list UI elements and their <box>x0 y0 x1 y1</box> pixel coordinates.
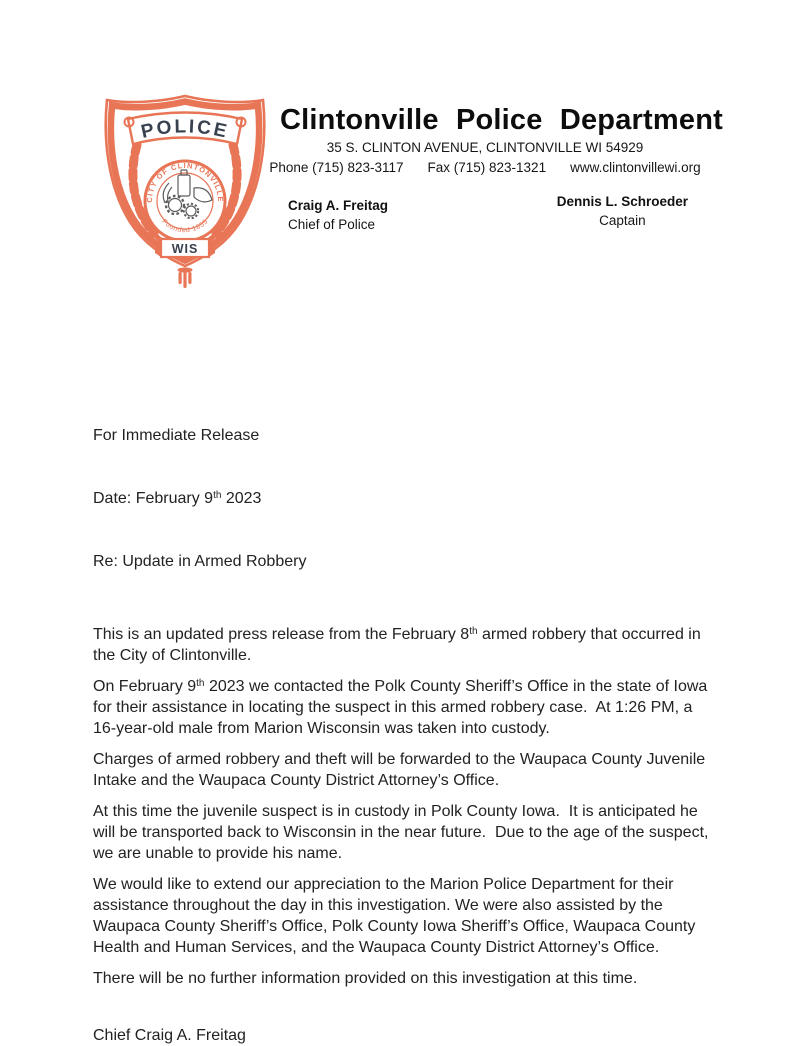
paragraph-2: On February 9th 2023 we contacted the Polk County Sheriff’s Office in the state of Iowa for their assistance in locating the suspect in this armed robbery case. At 1:26 PM, a 16-year-old male from Marion Wisconsin was taken into custody. <box>93 678 712 737</box>
wis-ribbon <box>155 239 215 257</box>
fax-number: Fax (715) 823-1321 <box>427 160 547 175</box>
signature-line: Chief Craig A. Freitag <box>93 1027 246 1044</box>
date-line: Date: February 9th 2023 <box>93 490 262 507</box>
phone-number: Phone (715) 823-3117 <box>269 160 404 175</box>
city-seal <box>145 161 225 241</box>
officials-row <box>280 194 690 250</box>
captain-name: Dennis L. Schroeder <box>556 194 688 209</box>
website-url: www.clintonvillewi.org <box>570 160 701 175</box>
ordinal-superscript: th <box>469 626 478 637</box>
police-banner-text: POLICE <box>139 116 231 143</box>
seal-bottom-text: Founded 1855 <box>160 218 210 235</box>
chief-name: Craig A. Freitag <box>288 198 389 213</box>
police-badge-logo <box>97 91 273 291</box>
wis-ribbon-text: WIS <box>171 242 199 256</box>
re-line: Re: Update in Armed Robbery <box>93 553 307 570</box>
release-body <box>93 383 713 1046</box>
torch-icon <box>178 267 193 288</box>
department-name: Clintonville Police Department <box>280 104 723 136</box>
chief-block <box>288 198 388 233</box>
seal-top-text: CITY OF CLINTONVILLE <box>144 160 226 203</box>
date-ordinal-superscript: th <box>213 490 222 501</box>
paragraph-3: Charges of armed robbery and theft will be forwarded to the Waupaca County Juvenile Intake and the Waupaca County District Attorney’s Office. <box>93 751 710 789</box>
paragraph-4: At this time the juvenile suspect is in custody in Polk County Iowa. It is anticipated he will be transported back to Wisconsin in the near future. Due to the age of the suspect, we are unable to provide his name. <box>93 803 713 862</box>
paragraph-5: We would like to extend our appreciation to the Marion Police Department for their assistance throughout the day in this investigation. We were also assisted by the Waupaca County Sheriff’s Office, Polk County Iowa Sheriff’s Office, Waupaca County Health and Human Services, and the Waupaca County District Attorney’s Office. <box>93 876 700 956</box>
captain-block <box>557 194 688 229</box>
letterhead <box>269 104 723 250</box>
address-line: 35 S. CLINTON AVENUE, CLINTONVILLE WI 54929 <box>326 140 644 155</box>
paragraph-1: This is an updated press release from the February 8th armed robbery that occurred in the City of Clintonville. <box>93 626 706 664</box>
release-meta <box>93 383 713 614</box>
immediate-release-line: For Immediate Release <box>93 427 260 444</box>
chief-title: Chief of Police <box>288 217 376 232</box>
ordinal-superscript: th <box>196 678 205 689</box>
paragraph-6: There will be no further information provided on this investigation at this time. <box>93 970 638 987</box>
captain-title: Captain <box>599 213 646 228</box>
contact-row <box>269 160 701 176</box>
